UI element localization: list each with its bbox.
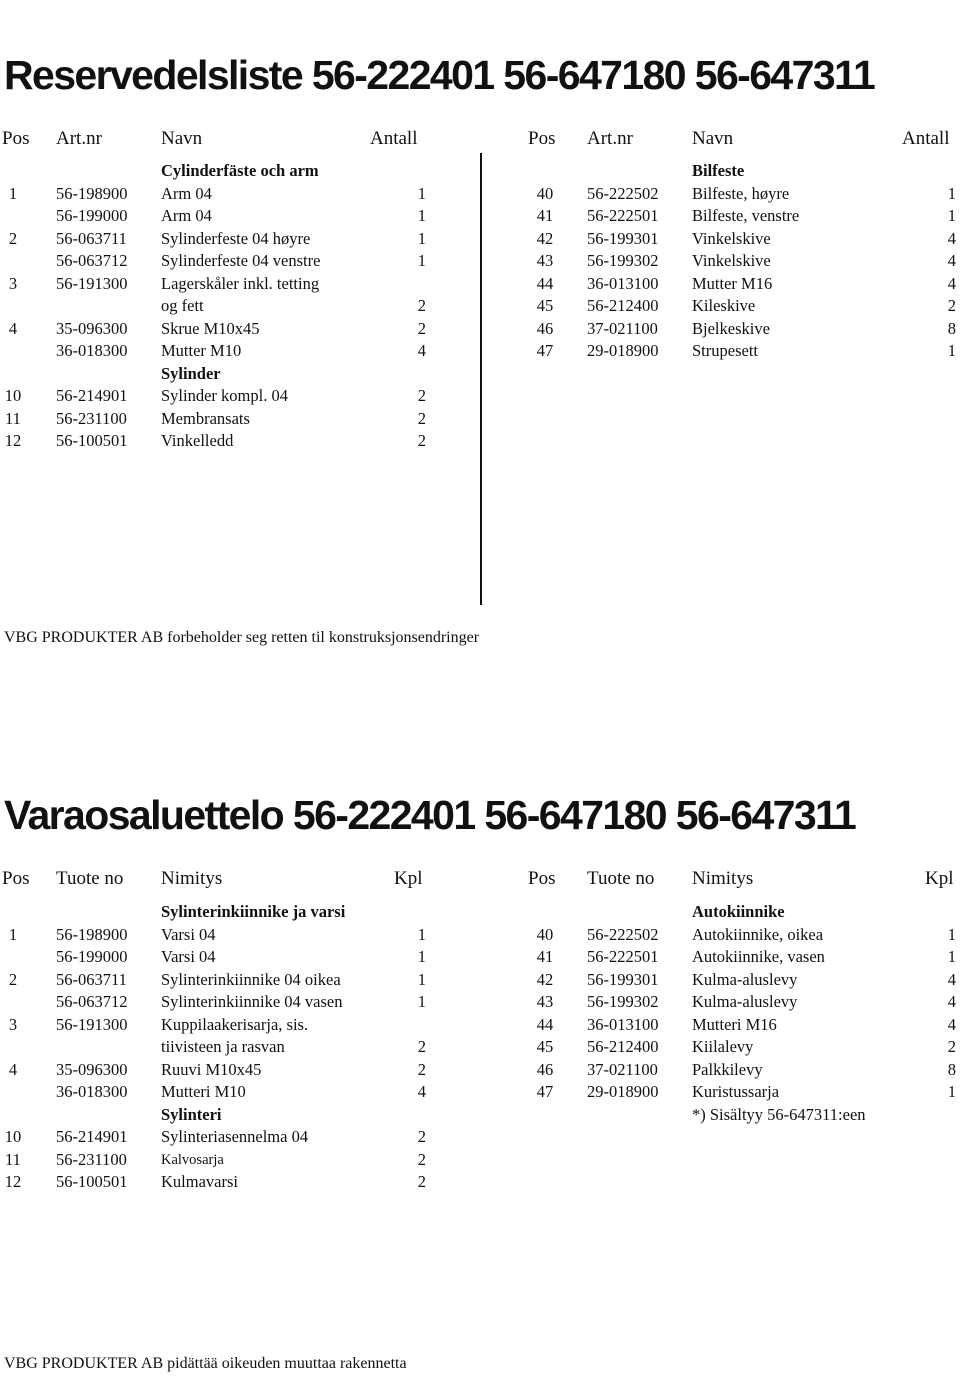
article-number: 56-212400 [587,1037,659,1056]
article-number: 36-013100 [587,1014,659,1034]
quantity: 4 [947,1014,956,1034]
part-name: Arm 04 [161,206,212,225]
article-number: 56-198900 [56,183,128,203]
part-name: Vinkelskive [692,228,771,248]
quantity: 8 [947,318,956,338]
position-number: 40 [536,924,554,944]
header-name-right: Nimitys [692,868,754,889]
part-name: Bilfeste, høyre [692,183,790,203]
article-number: 56-222501 [587,206,659,225]
quantity: 4 [947,228,956,248]
table-row [0,1036,960,1058]
part-name: Membransats [161,408,250,428]
position-number: 42 [536,969,554,989]
article-number: 36-018300 [56,1082,128,1101]
article-number: 56-199301 [587,228,659,248]
position-number: 47 [536,1082,554,1101]
position-number: 11 [5,1149,21,1169]
quantity: 8 [947,1059,956,1079]
header-qty-right: Antall [902,128,950,149]
part-name: Ruuvi M10x45 [161,1059,262,1079]
article-number: 56-063711 [56,969,127,989]
position-number: 1 [8,183,18,203]
part-name: Kulmavarsi [161,1172,238,1191]
position-number: 40 [536,183,554,203]
quantity: 1 [417,969,426,989]
position-number: 44 [536,273,554,293]
article-number: 56-199302 [587,992,659,1011]
header-pos: Pos [2,868,30,889]
quantity: 2 [417,1149,426,1169]
quantity: 4 [947,969,956,989]
disclaimer-finnish: VBG PRODUKTER AB pidättää oikeuden muuttaa rakennetta [4,1355,407,1372]
table-row [0,924,960,946]
quantity: 1 [947,924,956,944]
article-number: 56-100501 [56,431,128,450]
section-title: Cylinderfäste och arm [161,161,319,180]
part-name: Sylinder kompl. 04 [161,386,288,405]
position-number: 46 [536,318,554,338]
quantity: 1 [417,947,426,966]
quantity: 1 [417,183,426,203]
part-name: Bilfeste, venstre [692,206,800,225]
part-name: Bjelkeskive [692,318,770,338]
header-art-right: Art.nr [587,128,633,149]
quantity: 2 [417,318,426,338]
quantity: 1 [417,924,426,944]
section-title: Sylinteri [161,1104,222,1124]
part-name: Arm 04 [161,183,212,203]
table-row [0,1149,960,1171]
quantity: 1 [947,183,956,203]
part-name: Mutteri M16 [692,1014,777,1034]
article-number: 56-063712 [56,251,128,270]
part-name: Mutteri M10 [161,1082,246,1101]
position-number: 1 [8,924,18,944]
article-number: 56-222502 [587,183,659,203]
position-number: 4 [8,318,18,338]
position-number: 3 [8,273,18,293]
quantity: 4 [417,1082,426,1101]
part-name: Sylinterinkiinnike 04 vasen [161,992,343,1011]
part-name: Sylinderfeste 04 venstre [161,251,321,270]
position-number: 3 [8,1014,18,1034]
quantity: 2 [947,296,956,315]
quantity: 1 [417,228,426,248]
section-title: Sylinterinkiinnike ja varsi [161,902,346,921]
quantity: 4 [417,341,426,360]
position-number: 41 [536,206,554,225]
article-number: 29-018900 [587,1082,659,1101]
position-number: 12 [4,431,22,450]
quantity: 2 [417,431,426,450]
position-number: 43 [536,992,554,1011]
position-number: 45 [536,296,554,315]
part-name: Skrue M10x45 [161,318,260,338]
position-number: 2 [8,969,18,989]
quantity: 1 [417,992,426,1011]
article-number: 56-231100 [56,408,127,428]
quantity: 2 [417,386,426,405]
article-number: 56-191300 [56,273,128,293]
position-number: 44 [536,1014,554,1034]
article-number: 56-231100 [56,1149,127,1169]
article-number: 29-018900 [587,341,659,360]
part-name: Vinkelskive [692,251,771,270]
part-name: Kiilalevy [692,1037,754,1056]
article-number: 56-214901 [56,386,128,405]
quantity: 2 [417,1059,426,1079]
part-name: og fett [161,296,204,315]
article-number: 36-013100 [587,273,659,293]
header-name-right: Navn [692,128,734,149]
part-name: Lagerskåler inkl. tetting [161,273,320,293]
part-name: *) Sisältyy 56-647311:een [692,1104,866,1124]
table-row [0,1104,960,1126]
position-number: 41 [536,947,554,966]
position-number: 2 [8,228,18,248]
part-name: Mutter M10 [161,341,242,360]
position-number: 10 [4,1127,22,1146]
disclaimer-norwegian: VBG PRODUKTER AB forbeholder seg retten til konstruksjonsendringer [4,629,480,646]
part-name: Mutter M16 [692,273,773,293]
part-name: Varsi 04 [161,947,216,966]
quantity: 1 [947,206,956,225]
article-number: 56-199000 [56,206,128,225]
position-number: 45 [536,1037,554,1056]
article-number: 56-199301 [587,969,659,989]
part-name: Kulma-aluslevy [692,969,798,989]
table-row [0,1171,960,1193]
table-row [0,991,960,1013]
quantity: 2 [417,1127,426,1146]
table-row [0,1126,960,1148]
quantity: 2 [417,1172,426,1191]
section-title: Autokiinnike [692,902,785,921]
part-name: Kuppilaakerisarja, sis. [161,1014,309,1034]
part-name: Varsi 04 [161,924,216,944]
article-number: 56-063712 [56,992,128,1011]
article-number: 56-199000 [56,947,128,966]
page-title-norwegian: Reservedelsliste 56-222401 56-647180 56-647311 [4,52,875,98]
header-pos-right: Pos [528,128,556,149]
article-number: 37-021100 [587,318,658,338]
quantity: 4 [947,992,956,1011]
quantity: 2 [417,1037,426,1056]
part-name: Kulma-aluslevy [692,992,798,1011]
quantity: 4 [947,273,956,293]
quantity: 4 [947,251,956,270]
article-number: 35-096300 [56,318,128,338]
header-pos-right: Pos [528,868,556,889]
header-qty-right: Kpl [925,868,954,889]
part-name: Kalvosarja [161,1151,224,1168]
position-number: 11 [5,408,21,428]
page-title-finnish: Varaosaluettelo 56-222401 56-647180 56-647311 [4,792,856,838]
position-number: 4 [8,1059,18,1079]
article-number: 56-199302 [587,251,659,270]
table-row [0,1014,960,1036]
table-row [0,1059,960,1081]
quantity: 2 [947,1037,956,1056]
part-name: Sylinderfeste 04 høyre [161,228,311,248]
header-qty: Kpl [394,868,423,889]
header-art: Tuote no [56,868,124,889]
position-number: 12 [4,1172,22,1191]
article-number: 37-021100 [587,1059,658,1079]
section-title: Bilfeste [692,161,745,180]
column-divider [480,153,482,605]
article-number: 56-222501 [587,947,659,966]
position-number: 43 [536,251,554,270]
article-number: 56-222502 [587,924,659,944]
article-number: 56-063711 [56,228,127,248]
quantity: 1 [947,947,956,966]
part-name: Sylinterinkiinnike 04 oikea [161,969,341,989]
quantity: 1 [417,206,426,225]
position-number: 47 [536,341,554,360]
header-art-right: Tuote no [587,868,655,889]
header-qty: Antall [370,128,418,149]
article-number: 35-096300 [56,1059,128,1079]
position-number: 10 [4,386,22,405]
quantity: 1 [947,341,956,360]
header-name: Nimitys [161,868,223,889]
part-name: Palkkilevy [692,1059,763,1079]
part-name: Vinkelledd [161,431,234,450]
quantity: 2 [417,408,426,428]
table-row [0,1081,960,1103]
part-name: Sylinteriasennelma 04 [161,1127,309,1146]
article-number: 56-198900 [56,924,128,944]
part-name: Autokiinnike, oikea [692,924,824,944]
article-number: 56-100501 [56,1172,128,1191]
part-name: Autokiinnike, vasen [692,947,825,966]
section-title: Sylinder [161,363,221,383]
quantity: 1 [417,251,426,270]
article-number: 36-018300 [56,341,128,360]
part-name: Kuristussarja [692,1082,780,1101]
article-number: 56-214901 [56,1127,128,1146]
part-name: Strupesett [692,341,758,360]
header-name: Navn [161,128,203,149]
quantity: 2 [417,296,426,315]
section-heading [0,901,960,923]
position-number: 42 [536,228,554,248]
quantity: 1 [947,1082,956,1101]
part-name: Kileskive [692,296,756,315]
article-number: 56-191300 [56,1014,128,1034]
article-number: 56-212400 [587,296,659,315]
table-row [0,969,960,991]
header-art: Art.nr [56,128,102,149]
position-number: 46 [536,1059,554,1079]
header-pos: Pos [2,128,30,149]
part-name: tiivisteen ja rasvan [161,1037,285,1056]
table-row [0,946,960,968]
